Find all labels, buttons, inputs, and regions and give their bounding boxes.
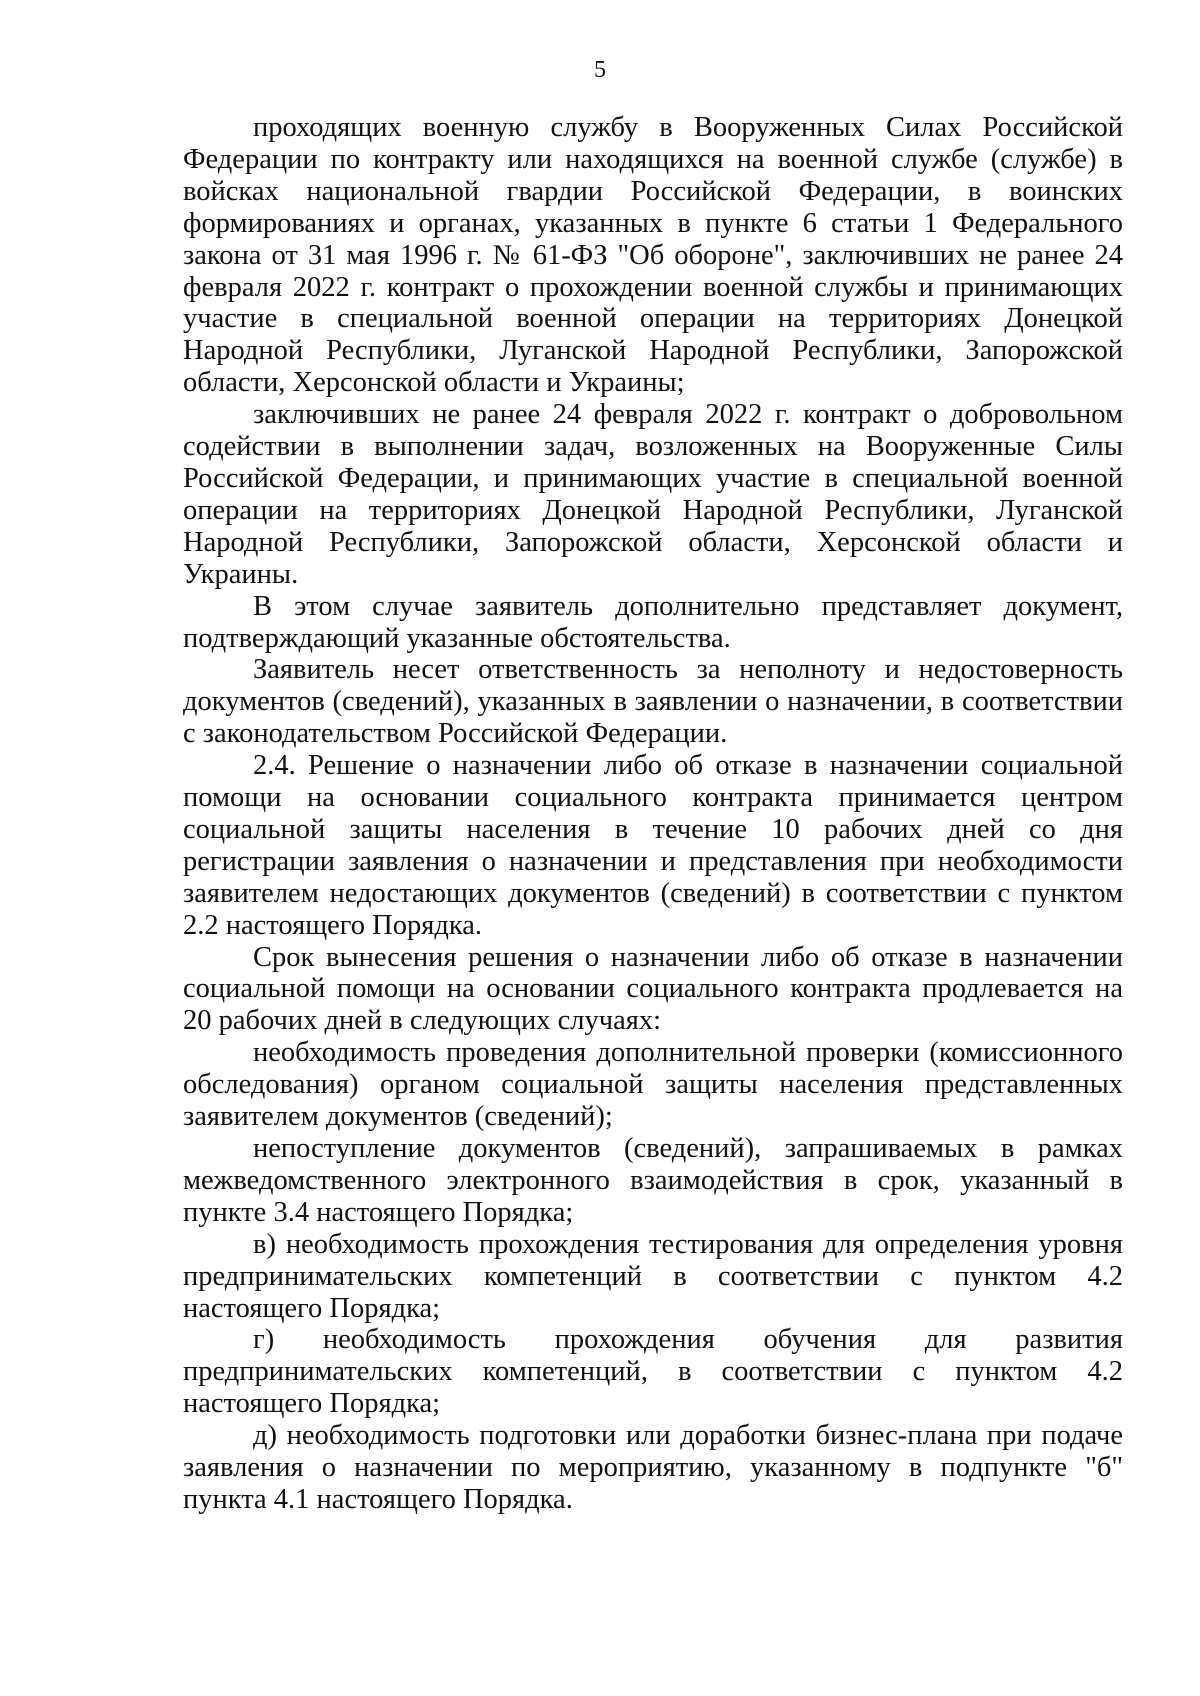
- list-item-documents-not-received: непоступление документов (сведений), запрашиваемых в рамках межведомственного электронного взаимодействия в срок, указанный в пункте 3.4 настоящего Порядка;: [183, 1133, 1123, 1228]
- paragraph-applicant-responsibility: Заявитель несет ответственность за неполноту и недостоверность документов (сведений), указанных в заявлении о назначении, в соответствии с законодательством Российской Федерации.: [183, 654, 1123, 750]
- list-item-g-training: г) необходимость прохождения обучения для развития предпринимательских компетенций, в соответствии с пунктом 4.2 настоящего Порядка;: [183, 1324, 1123, 1420]
- paragraph-supporting-document: В этом случае заявитель дополнительно представляет документ, подтверждающий указанные обстоятельства.: [183, 590, 1123, 654]
- list-item-d-business-plan: д) необходимость подготовки или доработки бизнес-плана при подаче заявления о назначении по мероприятию, указанному в подпункте "б" пункта 4.1 настоящего Порядка.: [183, 1420, 1123, 1515]
- paragraph-clause-2-4: 2.4. Решение о назначении либо об отказе в назначении социальной помощи на основании социального контракта принимается центром социальной защиты населения в течение 10 рабочих дней со дня регистрации заявления о назначении и представления при необходимости заявителем недостающих документов (сведений) в соответствии с пунктом 2.2 настоящего Порядка.: [183, 750, 1123, 941]
- list-item-additional-check: необходимость проведения дополнительной проверки (комиссионного обследования) органом социальной защиты населения представленных заявителем документов (сведений);: [183, 1037, 1123, 1133]
- page-number: 5: [594, 57, 606, 83]
- paragraph-service-members: проходящих военную службу в Вооруженных Силах Российской Федерации по контракту или находящихся на военной службе (службе) в войсках национальной гвардии Российской Федерации, в воинских формированиях и органах, указанных в пункте 6 статьи 1 Федерального закона от 31 мая 1996 г. № 61-ФЗ "Об обороне", заключивших не ранее 24 февраля 2022 г. контракт о прохождении военной службы и принимающих участие в специальной военной операции на территориях Донецкой Народной Республики, Луганской Народной Республики, Запорожской области, Херсонской области и Украины;: [183, 112, 1123, 399]
- paragraph-volunteer-contract: заключивших не ранее 24 февраля 2022 г. контракт о добровольном содействии в выполнении задач, возложенных на Вооруженные Силы Российской Федерации, и принимающих участие в специальной военной операции на территориях Донецкой Народной Республики, Луганской Народной Республики, Запорожской области, Херсонской области и Украины.: [183, 399, 1123, 590]
- list-item-v-testing: в) необходимость прохождения тестирования для определения уровня предпринимательских компетенций в соответствии с пунктом 4.2 настоящего Порядка;: [183, 1228, 1123, 1324]
- document-body: [183, 112, 1123, 1516]
- paragraph-term-extension: Срок вынесения решения о назначении либо об отказе в назначении социальной помощи на основании социального контракта продлевается на 20 рабочих дней в следующих случаях:: [183, 941, 1123, 1037]
